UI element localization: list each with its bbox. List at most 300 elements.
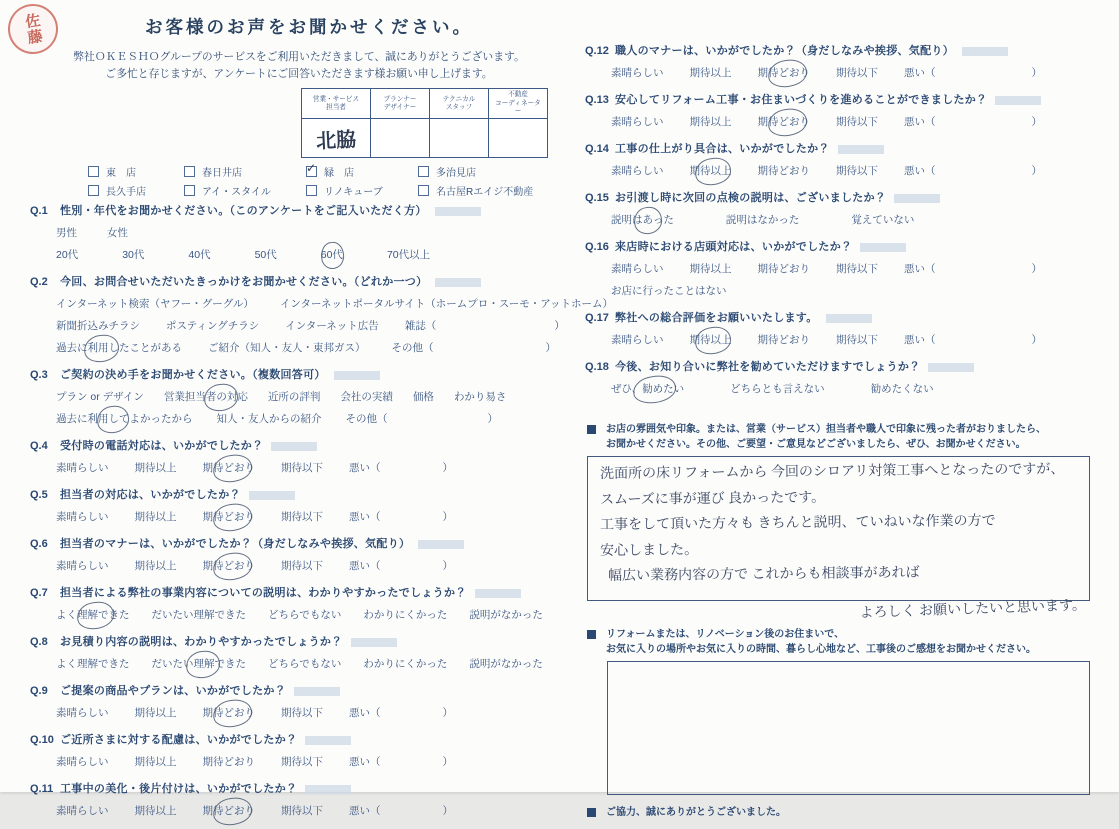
answer-option[interactable] xyxy=(152,656,247,671)
staff-column-header: 営業・サービス 担当者 xyxy=(302,89,371,119)
store-checkbox[interactable] xyxy=(88,166,99,177)
answer-option-label: 悪い（ xyxy=(904,116,936,128)
answer-option[interactable] xyxy=(281,509,323,524)
store-option[interactable] xyxy=(88,164,184,179)
answer-option-label: 期待以上 xyxy=(689,116,732,128)
hanko-text: 佐藤 xyxy=(22,12,43,47)
heading-highlight xyxy=(962,47,1008,56)
handwritten-line: 洗面所の床リフォームから 今回のシロアリ対策工事へとなったのですが、 xyxy=(600,462,1065,482)
answer-option-label: 女性 xyxy=(107,227,128,240)
answer-option[interactable] xyxy=(904,261,1042,276)
answer-option[interactable] xyxy=(758,65,811,80)
answer-option[interactable] xyxy=(135,558,177,573)
answer-option[interactable] xyxy=(203,509,256,524)
answer-option[interactable] xyxy=(851,212,914,227)
answer-option-label: 説明がなかった xyxy=(469,609,543,622)
answer-option-label: 期待どおり xyxy=(202,756,255,769)
answer-option-label: 素晴らしい xyxy=(611,116,664,128)
store-label: アイ・スタイル xyxy=(202,187,271,199)
answer-option[interactable] xyxy=(387,247,430,262)
store-option[interactable] xyxy=(418,164,476,179)
answer-option-label: 期待以下 xyxy=(281,560,323,573)
answer-option[interactable] xyxy=(164,389,248,404)
closing-paren: ） xyxy=(1031,67,1042,79)
store-row xyxy=(88,183,548,198)
comment-box-empty[interactable] xyxy=(607,661,1090,795)
answer-option[interactable] xyxy=(611,114,664,129)
heading-highlight xyxy=(271,442,317,451)
answer-option-circled: 営業担当者の対応 xyxy=(163,391,248,404)
handwritten-staff-name: 北脇 xyxy=(315,128,357,153)
heading-highlight xyxy=(435,278,481,287)
store-option[interactable] xyxy=(88,183,184,198)
closing-paren: ） xyxy=(545,342,556,355)
comment2-header-line2: お気に入りの場所やお気に入りの時間、暮らし心地など、工事後のご感想をお聞かせください。 xyxy=(606,644,1036,655)
answer-option[interactable] xyxy=(611,65,664,80)
answer-option-label: 悪い（ xyxy=(349,462,381,475)
question-title: Q.18 今後、お知り合いに弊社を勧めていただけますでしょうか？ xyxy=(585,358,1090,374)
answer-option[interactable] xyxy=(904,65,1042,80)
store-checkbox[interactable] xyxy=(306,185,317,196)
store-checkbox[interactable] xyxy=(418,185,429,196)
answer-option[interactable] xyxy=(690,114,732,129)
heading-highlight xyxy=(860,243,906,252)
answer-option[interactable] xyxy=(281,460,323,475)
answer-option[interactable] xyxy=(611,332,664,347)
answer-option[interactable] xyxy=(56,754,109,769)
answer-option[interactable] xyxy=(405,318,565,333)
answer-option[interactable] xyxy=(285,318,379,333)
answer-option-label: 素晴らしい xyxy=(56,756,109,769)
answer-option-label: どちらでもない xyxy=(268,658,342,671)
answer-option[interactable] xyxy=(726,212,800,227)
comment-header-line2: お聞かせください。その他、ご要望・ご意見などございましたら、ぜひ、お聞かせください。 xyxy=(606,439,1026,450)
answer-option[interactable] xyxy=(758,163,811,178)
answer-option-circled: 期待どおり xyxy=(202,560,255,573)
question-title: Q.11 工事中の美化・後片付けは、いかがでしたか？ xyxy=(30,780,548,796)
comment-box[interactable] xyxy=(587,456,1090,601)
answer-option[interactable] xyxy=(904,332,1042,347)
store-option[interactable] xyxy=(184,183,306,198)
answer-option[interactable] xyxy=(268,389,321,404)
answer-option[interactable] xyxy=(135,509,177,524)
answer-option[interactable] xyxy=(122,247,144,262)
bullet-square-icon xyxy=(587,808,596,817)
staff-column-header: プランナー デザイナー xyxy=(371,89,430,119)
closing-paren: ） xyxy=(1031,334,1042,346)
answer-option-circled: 期待以上 xyxy=(689,165,732,177)
question-q15 xyxy=(585,189,1090,227)
question-title: Q.8 お見積り内容の説明は、わかりやすかったでしょうか？ xyxy=(30,633,548,649)
answer-option[interactable] xyxy=(203,705,256,720)
comment-section-after-reform xyxy=(585,627,1090,795)
heading-highlight xyxy=(305,785,351,794)
heading-highlight xyxy=(249,491,295,500)
handwritten-line: 安心しました。 xyxy=(600,542,699,559)
option-row xyxy=(56,389,548,404)
answer-option-circled: 期待どおり xyxy=(202,462,255,475)
answer-option[interactable] xyxy=(56,803,109,818)
answer-option[interactable] xyxy=(281,705,323,720)
handwritten-line: 幅広い業務内容の方で これからも相談事があれば xyxy=(608,566,920,585)
answer-option[interactable] xyxy=(203,803,256,818)
store-checkbox[interactable] xyxy=(306,161,317,177)
answer-option-label: 期待以上 xyxy=(134,805,177,818)
comment-section2-header xyxy=(585,627,1090,657)
store-checkbox[interactable] xyxy=(418,166,429,177)
right-column xyxy=(585,42,1090,820)
question-q2 xyxy=(30,273,613,355)
store-label: 多治見店 xyxy=(436,168,476,180)
answer-option[interactable] xyxy=(836,261,878,276)
answer-option-circled: 過去に利用したことがある xyxy=(56,342,182,355)
staff-name-cell xyxy=(430,119,489,158)
answer-option-label: 価格 xyxy=(412,391,434,404)
question-q1 xyxy=(30,202,548,262)
intro-line-2: ご多忙と存じますが、アンケートにご回答いただきます様お願い申し上げます。 xyxy=(105,67,493,80)
question-q17 xyxy=(585,309,1090,347)
answer-option-label: プラン or デザイン xyxy=(56,391,144,404)
question-title: Q.1 性別・年代をお聞かせください。（このアンケートをご記入いただく方） xyxy=(30,202,548,218)
option-row xyxy=(56,509,548,524)
answer-option-label: お店に行ったことはない xyxy=(611,285,727,297)
answer-option[interactable] xyxy=(349,558,453,573)
option-row xyxy=(56,340,556,355)
answer-option[interactable] xyxy=(690,65,732,80)
answer-option[interactable] xyxy=(454,389,507,404)
answer-option[interactable] xyxy=(107,225,128,240)
answer-option[interactable] xyxy=(836,332,878,347)
answer-option-label: 期待以上 xyxy=(689,67,732,79)
question-title: Q.5 担当者の対応は、いかがでしたか？ xyxy=(30,486,548,502)
answer-option[interactable] xyxy=(268,656,341,671)
answer-option[interactable] xyxy=(166,318,259,333)
answer-option[interactable] xyxy=(56,460,109,475)
answer-option[interactable] xyxy=(203,460,256,475)
answer-option-label: 説明がなかった xyxy=(469,658,543,671)
answer-option-label: 期待以下 xyxy=(836,165,878,177)
answer-option-circled: 説明はあった xyxy=(611,214,674,226)
answer-option[interactable] xyxy=(56,389,144,404)
answer-option-label: どちらでもない xyxy=(268,609,342,622)
answer-option[interactable] xyxy=(871,381,934,396)
answer-option[interactable] xyxy=(281,754,323,769)
answer-option-circled: 期待以上 xyxy=(689,334,732,346)
answer-option[interactable] xyxy=(321,247,343,262)
answer-option[interactable] xyxy=(758,114,811,129)
store-option[interactable] xyxy=(306,161,418,180)
answer-option-label: 素晴らしい xyxy=(56,462,109,475)
heading-highlight xyxy=(305,736,351,745)
answer-option-label: インターネット広告 xyxy=(285,320,379,333)
answer-option-label: 悪い（ xyxy=(349,756,381,769)
answer-option-label: 素晴らしい xyxy=(56,707,109,720)
answer-option-label: 素晴らしい xyxy=(56,805,109,818)
question-title: Q.9 ご提案の商品やプランは、いかがでしたか？ xyxy=(30,682,548,698)
answer-option[interactable] xyxy=(56,558,109,573)
answer-option-circled: ぜひ、勧めたい xyxy=(611,383,685,395)
question-q10 xyxy=(30,731,548,769)
question-q8 xyxy=(30,633,548,671)
heading-highlight xyxy=(418,540,464,549)
answer-option-label: わかりにくかった xyxy=(363,609,448,622)
answer-option-label: わかりにくかった xyxy=(363,658,448,671)
staff-table xyxy=(301,88,548,158)
answer-option-circled: 期待どおり xyxy=(757,67,810,79)
answer-option-label: 50代 xyxy=(254,249,277,262)
question-q13 xyxy=(585,91,1090,129)
answer-option-label: 悪い（ xyxy=(349,511,381,524)
answer-option[interactable] xyxy=(392,340,557,355)
answer-option-circled: だいたい理解できた xyxy=(151,658,246,671)
comment-header-text xyxy=(606,422,1046,452)
answer-option[interactable] xyxy=(56,340,182,355)
answer-option-label: 期待以下 xyxy=(281,707,323,720)
question-q7 xyxy=(30,584,548,622)
answer-option-label: 悪い（ xyxy=(904,263,936,275)
question-title: Q.6 担当者のマナーは、いかがでしたか？（身だしなみや挨拶、気配り） xyxy=(30,535,548,551)
answer-option-label: 期待以下 xyxy=(836,67,878,79)
option-row xyxy=(611,163,1090,178)
answer-option-label: 悪い（ xyxy=(904,165,936,177)
answer-option-label: 素晴らしい xyxy=(611,67,664,79)
answer-option-circled: よく理解できた xyxy=(56,609,130,622)
answer-option[interactable] xyxy=(836,163,878,178)
store-label: 東 店 xyxy=(106,168,136,180)
answer-option[interactable] xyxy=(836,114,878,129)
answer-option-label: 期待以下 xyxy=(836,263,878,275)
bullet-square-icon xyxy=(587,425,596,434)
answer-option-label: 20代 xyxy=(56,249,79,262)
answer-option[interactable] xyxy=(56,247,78,262)
answer-option[interactable] xyxy=(758,261,811,276)
answer-option-circled: 期待どおり xyxy=(757,116,810,128)
answer-option[interactable] xyxy=(730,381,825,396)
answer-option[interactable] xyxy=(56,509,109,524)
staff-column-header: テクニカル スタッフ xyxy=(430,89,489,119)
option-row xyxy=(56,656,548,671)
answer-option-label: 期待以下 xyxy=(836,116,878,128)
answer-option-circled: 期待どおり xyxy=(202,707,255,720)
answer-option[interactable] xyxy=(56,225,77,240)
closing-paren: ） xyxy=(1031,165,1042,177)
answer-option-label: 期待以下 xyxy=(281,462,323,475)
option-row xyxy=(56,225,548,240)
heading-highlight xyxy=(334,371,380,380)
answer-option[interactable] xyxy=(349,754,453,769)
answer-option-label: 30代 xyxy=(122,249,145,262)
answer-option-label: 素晴らしい xyxy=(56,560,109,573)
answer-option-circled: 期待どおり xyxy=(202,805,255,818)
answer-option-label: 素晴らしい xyxy=(56,511,109,524)
comment-section-shop xyxy=(585,422,1090,623)
intro-line-1: 弊社ＯＫＥＳＨＯグループのサービスをご利用いただきまして、誠にありがとうございます。 xyxy=(73,51,525,63)
option-row xyxy=(56,247,548,262)
staff-name-cell xyxy=(489,119,548,158)
option-row xyxy=(56,411,548,426)
answer-option[interactable] xyxy=(349,460,453,475)
answer-option[interactable] xyxy=(135,803,177,818)
answer-option[interactable] xyxy=(135,460,177,475)
question-q5 xyxy=(30,486,548,524)
option-row xyxy=(56,607,548,622)
answer-option[interactable] xyxy=(281,803,323,818)
answer-option[interactable] xyxy=(281,558,323,573)
answer-option-label: 素晴らしい xyxy=(611,263,664,275)
answer-option[interactable] xyxy=(611,381,684,396)
answer-option-label: 期待以下 xyxy=(281,756,323,769)
answer-option-label: 知人・友人からの紹介 xyxy=(216,413,322,426)
answer-option[interactable] xyxy=(268,607,341,622)
question-q16 xyxy=(585,238,1090,298)
answer-option[interactable] xyxy=(611,212,674,227)
question-title: Q.2 今回、お問合せいただいたきっかけをお聞かせください。（どれか一つ） xyxy=(30,273,548,289)
option-row xyxy=(611,114,1090,129)
answer-option-label: 期待以下 xyxy=(281,805,323,818)
answer-option-label: 悪い（ xyxy=(349,560,381,573)
question-title: Q.15 お引渡し時に次回の点検の説明は、ございましたか？ xyxy=(585,189,1090,205)
answer-option-circled: 過去に利用してよかったから xyxy=(56,413,193,426)
answer-option[interactable] xyxy=(690,332,732,347)
answer-option[interactable] xyxy=(56,318,140,333)
answer-option[interactable] xyxy=(690,163,732,178)
option-row xyxy=(56,318,565,333)
heading-highlight xyxy=(995,96,1041,105)
answer-option[interactable] xyxy=(349,509,453,524)
option-row xyxy=(611,212,1090,227)
store-checkbox[interactable] xyxy=(88,185,99,196)
answer-option[interactable] xyxy=(349,705,453,720)
answer-option[interactable] xyxy=(363,607,447,622)
answer-option[interactable] xyxy=(611,163,664,178)
answer-option-label: 期待以下 xyxy=(836,334,878,346)
answer-option-label: 70代以上 xyxy=(386,249,431,262)
answer-option-circled: 60代 xyxy=(320,249,343,262)
answer-option-label: 期待どおり xyxy=(757,263,810,275)
question-q14 xyxy=(585,140,1090,178)
answer-option-label: 期待以上 xyxy=(134,560,177,573)
answer-option[interactable] xyxy=(56,705,109,720)
option-row xyxy=(611,381,1090,396)
answer-option[interactable] xyxy=(135,705,177,720)
answer-option[interactable] xyxy=(904,163,1042,178)
heading-highlight xyxy=(894,194,940,203)
option-row xyxy=(56,460,548,475)
answer-option[interactable] xyxy=(188,247,210,262)
answer-option[interactable] xyxy=(363,656,447,671)
answer-option[interactable] xyxy=(203,558,256,573)
store-label: リノキューブ xyxy=(324,187,383,199)
questions-right xyxy=(585,42,1090,396)
answer-option[interactable] xyxy=(56,296,254,311)
answer-option[interactable] xyxy=(280,296,613,311)
answer-option-label: その他（ xyxy=(345,413,388,426)
staff-name-cell xyxy=(302,119,371,158)
option-row xyxy=(56,754,548,769)
heading-highlight xyxy=(435,207,481,216)
answer-option[interactable] xyxy=(904,114,1042,129)
answer-option[interactable] xyxy=(349,803,453,818)
answer-option-label: 覚えていない xyxy=(851,214,915,226)
answer-option[interactable] xyxy=(208,340,366,355)
answer-option[interactable] xyxy=(340,389,393,404)
answer-option-label: 期待以下 xyxy=(281,511,323,524)
question-q11 xyxy=(30,780,548,818)
answer-option[interactable] xyxy=(217,411,322,426)
store-checkbox-list xyxy=(88,161,548,199)
store-label: 名古屋Rエイジ不動産 xyxy=(436,187,534,199)
answer-option[interactable] xyxy=(413,389,434,404)
answer-option[interactable] xyxy=(611,283,727,298)
answer-option[interactable] xyxy=(611,261,664,276)
closing-paren: ） xyxy=(1031,116,1042,128)
check-mark-icon: ✓ xyxy=(306,161,317,176)
heading-highlight xyxy=(351,638,397,647)
answer-option[interactable] xyxy=(203,754,256,769)
answer-option-label: どちらとも言えない xyxy=(730,383,825,395)
answer-option-label: 素晴らしい xyxy=(611,334,664,346)
store-option[interactable] xyxy=(306,183,418,198)
thanks-section xyxy=(585,805,1090,820)
answer-option-label: 期待以上 xyxy=(134,511,177,524)
answer-option[interactable] xyxy=(836,65,878,80)
answer-option[interactable] xyxy=(346,411,499,426)
store-checkbox[interactable] xyxy=(184,185,195,196)
answer-option[interactable] xyxy=(56,411,193,426)
answer-option-label: 男性 xyxy=(56,227,77,240)
store-checkbox[interactable] xyxy=(184,166,195,177)
answer-option-label: 悪い（ xyxy=(349,707,381,720)
answer-option[interactable] xyxy=(135,754,177,769)
store-option[interactable] xyxy=(418,183,533,198)
answer-option[interactable] xyxy=(690,261,732,276)
answer-option-label: ご紹介（知人・友人・東邦ガス） xyxy=(208,342,366,355)
answer-option-label: 期待以上 xyxy=(134,756,177,769)
answer-option-label: よく理解できた xyxy=(56,658,130,671)
option-row xyxy=(611,261,1090,276)
answer-option[interactable] xyxy=(152,607,247,622)
option-row xyxy=(611,332,1090,347)
answer-option[interactable] xyxy=(758,332,811,347)
answer-option[interactable] xyxy=(56,656,130,671)
thanks-text: ご協力、誠にありがとうございました。 xyxy=(606,807,786,818)
answer-option-label: 悪い（ xyxy=(904,67,936,79)
staff-name-cell xyxy=(371,119,430,158)
answer-option-label: 悪い（ xyxy=(349,805,381,818)
handwritten-line: スムーズに事が運び 良かったです。 xyxy=(600,490,826,508)
answer-option-label: 期待以上 xyxy=(134,707,177,720)
answer-option-label: 期待どおり xyxy=(757,334,810,346)
answer-option-label: だいたい理解できた xyxy=(151,609,246,622)
option-row xyxy=(56,558,548,573)
answer-option-label: わかり易さ xyxy=(453,391,507,404)
question-title: Q.10 ご近所さまに対する配慮は、いかがでしたか？ xyxy=(30,731,548,747)
closing-paren: ） xyxy=(487,413,498,426)
store-option[interactable] xyxy=(184,164,306,179)
answer-option[interactable] xyxy=(255,247,277,262)
store-label: 緑 店 xyxy=(324,168,354,180)
closing-paren: ） xyxy=(554,320,565,333)
answer-option-label: ポスティングチラシ xyxy=(166,320,260,333)
answer-option-label: 悪い（ xyxy=(904,334,936,346)
comment-header-line1: お店の雰囲気や印象。または、営業（サービス）担当者や職人で印象に残った者がおりましたら、 xyxy=(606,424,1046,435)
answer-option[interactable] xyxy=(56,607,130,622)
heading-highlight xyxy=(826,314,872,323)
page-title: お客様のお声をお聞かせください。 xyxy=(145,17,473,37)
answer-option-label: 会社の実績 xyxy=(340,391,393,404)
answer-option[interactable] xyxy=(469,656,543,671)
answer-option[interactable] xyxy=(469,607,543,622)
